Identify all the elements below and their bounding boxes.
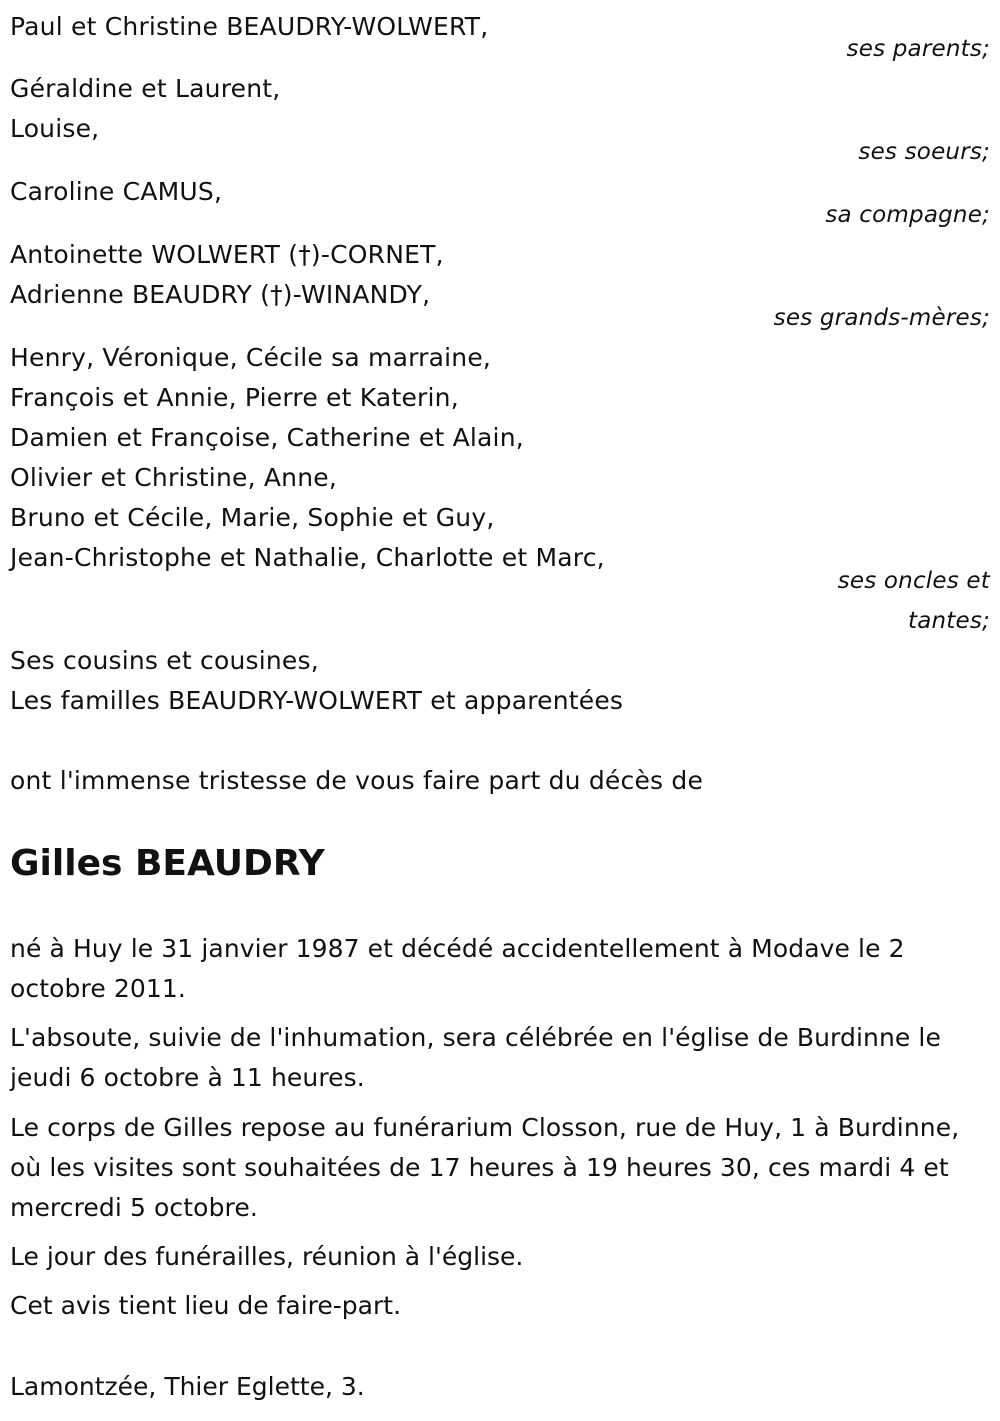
meeting-line: Le jour des funérailles, réunion à l'église.: [10, 1242, 524, 1271]
birth-death-paragraph: né à Huy le 31 janvier 1987 et décédé accidentellement à Modave le 2 octobre 2011.: [10, 934, 905, 1003]
uncles-line: Jean-Christophe et Nathalie, Charlotte et Marc,: [10, 543, 605, 572]
address-line: Lamontzée, Thier Eglette, 3.: [10, 1372, 365, 1401]
visits-paragraph: Le corps de Gilles repose au funérarium Closson, rue de Huy, 1 à Burdinne, où les visites sont souhaitées de 17 heures à 19 heures 30, ces mardi 4 et mercredi 5 octobre.: [10, 1113, 960, 1222]
parents-names: Paul et Christine BEAUDRY-WOLWERT,: [10, 12, 489, 41]
uncles-line: Olivier et Christine, Anne,: [10, 463, 337, 492]
cousins-line: Ses cousins et cousines,: [10, 646, 319, 675]
grandmother-2: Adrienne BEAUDRY (†)-WINANDY,: [10, 280, 431, 309]
companion-name: Caroline CAMUS,: [10, 177, 223, 206]
uncles-line: Bruno et Cécile, Marie, Sophie et Guy,: [10, 503, 495, 532]
uncles-role-2: tantes;: [908, 608, 990, 634]
companion-role: sa compagne;: [825, 202, 990, 228]
sisters-role: ses soeurs;: [858, 139, 990, 165]
uncles-role-1: ses oncles et: [837, 568, 990, 594]
sister-names-1: Géraldine et Laurent,: [10, 74, 281, 103]
deceased-name: Gilles BEAUDRY: [10, 843, 325, 884]
uncles-line: Damien et Françoise, Catherine et Alain,: [10, 423, 524, 452]
ceremony-paragraph: L'absoute, suivie de l'inhumation, sera célébrée en l'église de Burdinne le jeudi 6 octobre à 11 heures.: [10, 1023, 941, 1092]
sister-names-2: Louise,: [10, 114, 100, 143]
grandmother-1: Antoinette WOLWERT (†)-CORNET,: [10, 240, 444, 269]
families-line: Les familles BEAUDRY-WOLWERT et apparentées: [10, 686, 624, 715]
notice-line: Cet avis tient lieu de faire-part.: [10, 1291, 402, 1320]
parents-role: ses parents;: [846, 36, 990, 62]
grandmothers-role: ses grands-mères;: [773, 305, 990, 331]
uncles-line: Henry, Véronique, Cécile sa marraine,: [10, 343, 492, 372]
announcement-text: ont l'immense tristesse de vous faire part du décès de: [10, 766, 704, 795]
uncles-line: François et Annie, Pierre et Katerin,: [10, 383, 459, 412]
